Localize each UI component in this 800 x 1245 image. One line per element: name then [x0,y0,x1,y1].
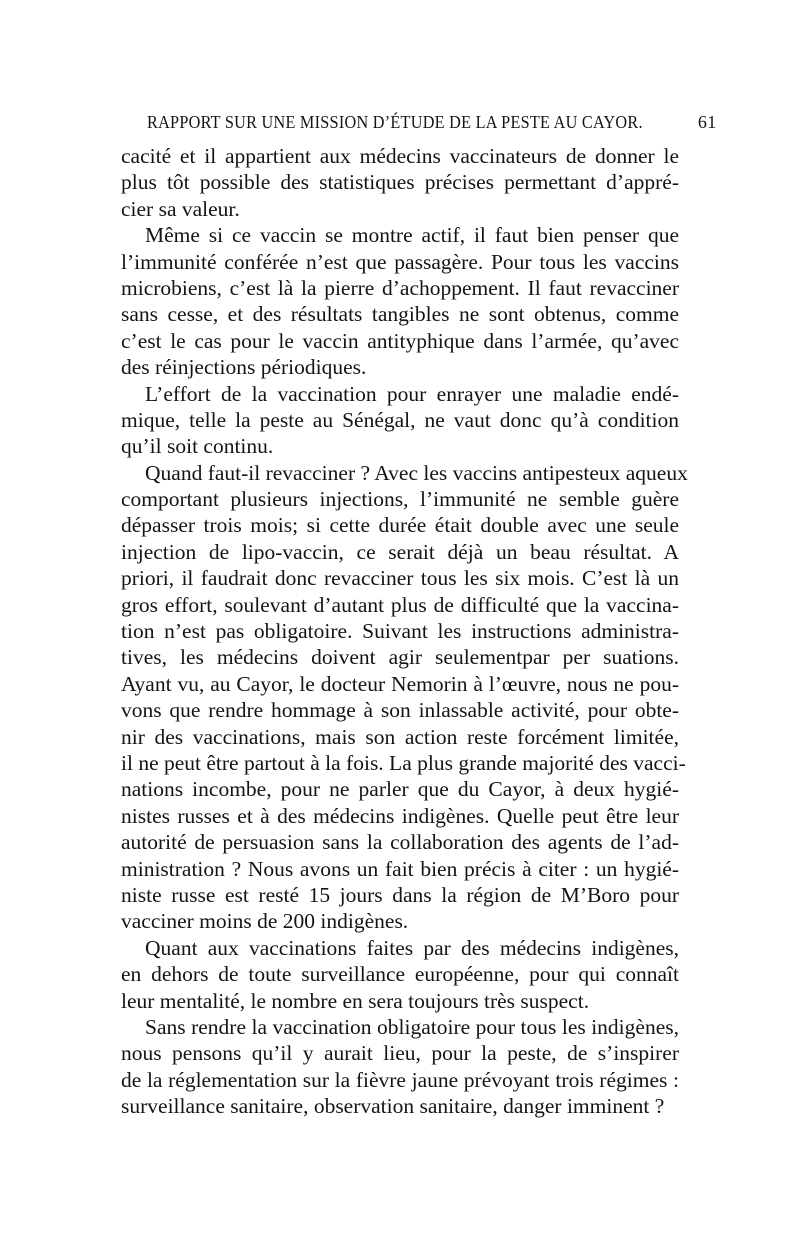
text-line: tives, les médecins doivent agir seulementpar per suations. [121,645,679,670]
text-line: surveillance sanitaire, observation sanitaire, danger imminent ? [121,1094,665,1119]
text-line: injection de lipo-vaccin, ce serait déjà un beau résultat. A [121,539,679,564]
paragraph [121,143,679,222]
paragraph [121,222,679,380]
text-line: priori, il faudrait donc revacciner tous les six mois. C’est là un [121,566,679,591]
text-line: nir des vaccinations, mais son action reste forcément limitée, [121,724,679,749]
text-line: en dehors de toute surveillance européenne, pour qui connaît [121,962,679,987]
text-line: autorité de persuasion sans la collaboration des agents de l’ad- [121,830,679,855]
paragraph [121,381,679,460]
text-line: microbiens, c’est là la pierre d’achoppement. Il faut revacciner [121,275,679,300]
text-line: dépasser trois mois; si cette durée était double avec une seule [121,513,679,538]
text-line: Sans rendre la vaccination obligatoire pour tous les indigènes, [145,1014,679,1039]
text-line: ministration ? Nous avons un fait bien précis à citer : un hygié- [121,856,679,881]
text-line: des réinjections périodiques. [121,355,367,380]
text-line: il ne peut être partout à la fois. La plus grande majorité des vacci- [121,750,686,775]
text-line: Quand faut-il revacciner ? Avec les vaccins antipesteux aqueux [145,460,688,485]
paragraph [121,460,688,935]
text-line: cier sa valeur. [121,196,240,221]
text-line: sans cesse, et des résultats tangibles ne sont obtenus, comme [121,302,679,327]
text-line: Quant aux vaccinations faites par des médecins indigènes, [145,935,679,960]
text-line: de la réglementation sur la fièvre jaune prévoyant trois régimes : [121,1067,679,1092]
text-line: l’immunité conférée n’est que passagère. Pour tous les vaccins [121,249,679,274]
text-line: comportant plusieurs injections, l’immunité ne semble guère [121,487,679,512]
body-text [121,143,688,1119]
text-line: Ayant vu, au Cayor, le docteur Nemorin à l’œuvre, nous ne pou- [121,671,679,696]
text-line: tion n’est pas obligatoire. Suivant les instructions administra- [121,619,679,644]
running-header [147,112,717,142]
text-line: plus tôt possible des statistiques précises permettant d’appré- [121,170,679,195]
text-line: vacciner moins de 200 indigènes. [121,909,409,934]
text-line: leur mentalité, le nombre en sera toujours très suspect. [121,988,590,1013]
text-line: qu’il soit continu. [121,434,274,459]
text-line: Même si ce vaccin se montre actif, il faut bien penser que [145,223,679,248]
paragraph [121,1014,679,1120]
text-line: nations incombe, pour ne parler que du Cayor, à deux hygié- [121,777,679,802]
page-number: 61 [697,112,717,132]
paragraph [121,935,679,1014]
text-line: nistes russes et à des médecins indigènes. Quelle peut être leur [121,803,679,828]
text-line: vons que rendre hommage à son inlassable activité, pour obte- [121,698,679,723]
text-line: cacité et il appartient aux médecins vaccinateurs de donner le [121,144,679,168]
text-line: gros effort, soulevant d’autant plus de difficulté que la vaccina- [121,592,679,617]
text-line: c’est le cas pour le vaccin antityphique dans l’armée, qu’avec [121,328,679,353]
text-line: mique, telle la peste au Sénégal, ne vaut donc qu’à condition [121,407,679,432]
running-title: RAPPORT SUR UNE MISSION D’ÉTUDE DE LA PESTE AU CAYOR. [147,112,643,132]
text-line: L’effort de la vaccination pour enrayer une maladie endé- [145,381,679,406]
text-line: nous pensons qu’il y aurait lieu, pour la peste, de s’inspirer [121,1041,679,1066]
text-line: niste russe est resté 15 jours dans la région de M’Boro pour [121,882,679,907]
